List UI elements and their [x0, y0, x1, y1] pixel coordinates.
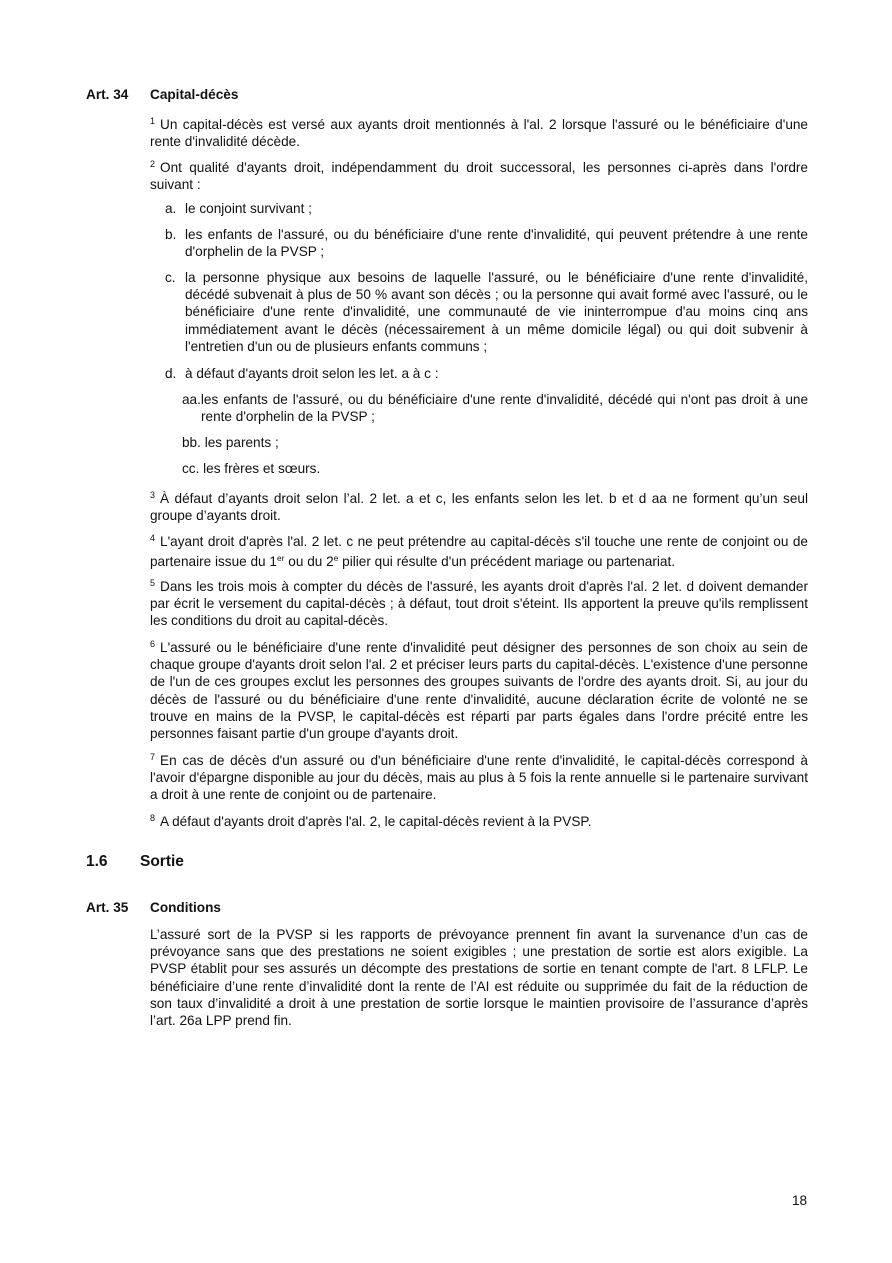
list-item-b [165, 226, 808, 260]
article-34-paragraph-5 [150, 575, 808, 630]
section-number: 1.6 [86, 853, 108, 870]
sub-label: bb. [182, 435, 201, 450]
list-label: b. [165, 227, 177, 242]
article-34-number: Art. 34 [86, 87, 129, 102]
sub-label: aa. [182, 392, 201, 407]
article-34-paragraph-4 [150, 530, 808, 570]
paragraph-text: L'ayant droit d'après l'al. 2 let. c ne peut prétendre au capital-décès s'il touche une rente de conjoint ou de partenaire issue du 1 [150, 534, 808, 570]
paragraph-number: 4 [150, 533, 156, 543]
section-title: Sortie [140, 853, 184, 870]
sub-item-aa [182, 391, 808, 425]
paragraph-number: 2 [150, 159, 156, 169]
sub-item-cc [182, 460, 808, 477]
article-35-text: L’assuré sort de la PVSP si les rapports de prévoyance prennent fin avant la survenance d’un cas de prévoyance sans que des prestations ne soient exigibles ; une prestation de sortie est alors exigible. La PVSP établit pour ses assurés un décompte des prestations de sortie en tenant compte de l'art. 8 LFLP. Le bénéficiaire d’une rente d’invalidité dont la rente de l’AI est réduite ou supprimée du fait de la réduction de son taux d’invalidité a droit à une prestation de sortie lorsque le maintien provisoire de l’assurance d’après l’art. 26a LPP prend fin. [150, 927, 808, 1029]
article-35-number: Art. 35 [86, 900, 129, 915]
article-35-title: Conditions [150, 900, 221, 915]
paragraph-text: À défaut d’ayants droit selon l’al. 2 let. a et c, les enfants selon les let. b et d aa ne forment qu’un seul groupe d’ayants droit. [150, 491, 808, 524]
paragraph-text: ou du 2 [284, 554, 334, 570]
sub-text: les parents ; [204, 435, 279, 450]
article-34-title: Capital-décès [150, 87, 239, 102]
article-34-paragraph-8 [150, 810, 808, 830]
list-item-d [165, 365, 808, 382]
superscript: e [333, 553, 339, 564]
article-34-paragraph-6 [150, 636, 808, 742]
list-label: d. [165, 366, 177, 381]
article-34-paragraph-1 [150, 113, 808, 150]
list-text: le conjoint survivant ; [185, 201, 312, 216]
list-text: à défaut d'ayants droit selon les let. a à c : [185, 366, 439, 381]
list-text: les enfants de l'assuré, ou du bénéficiaire d'une rente d'invalidité, qui peuvent prétendre à une rente d'orphelin de la PVSP ; [185, 227, 808, 260]
paragraph-number: 3 [150, 490, 156, 500]
paragraph-text: L'assuré ou le bénéficiaire d'une rente d'invalidité peut désigner des personnes de son choix au sein de chaque groupe d'ayants droit selon l'al. 2 et préciser leurs parts du capital-décès. L'existence d'une personne de l'un de ces groupes exclut les personnes des groupes suivants de l'ordre des ayants droit. Si, au jour du décès de l'assuré ou du bénéficiaire d'une rente d'invalidité, aucune déclaration écrite de volonté ne se trouve en mains de la PVSP, le capital-décès est réparti par parts égales dans l'ordre précité entre les personnes faisant partie d'un groupe d'ayants droit. [150, 640, 808, 742]
list-item-a [165, 200, 808, 217]
sub-item-bb [182, 434, 808, 451]
paragraph-text: pilier qui résulte d'un précédent mariage ou partenariat. [338, 554, 676, 570]
sub-text: les frères et sœurs. [203, 461, 321, 476]
paragraph-text: Un capital-décès est versé aux ayants droit mentionnés à l'al. 2 lorsque l'assuré ou le bénéficiaire d'une rente d'invalidité décède. [150, 117, 808, 150]
sub-text: les enfants de l'assuré, ou du bénéficiaire d'une rente d'invalidité, décédé qui n'ont pas droit à une rente d'orphelin de la PVSP ; [200, 392, 808, 425]
list-label: c. [165, 270, 176, 285]
sub-label: cc. [182, 461, 200, 476]
paragraph-text: En cas de décès d'un assuré ou d'un bénéficiaire d'une rente d'invalidité, le capital-décès correspond à l'avoir d'épargne disponible au jour du décès, mais au plus à 5 fois la rente annuelle si le partenaire survivant a droit à une rente de conjoint ou de partenaire. [150, 753, 808, 803]
paragraph-number: 1 [150, 116, 156, 126]
paragraph-number: 6 [150, 639, 156, 649]
article-34-paragraph-3 [150, 487, 808, 524]
list-item-c [165, 269, 808, 355]
paragraph-text: Dans les trois mois à compter du décès de l'assuré, les ayants droit d'après l'al. 2 let. d doivent demander par écrit le versement du capital-décès ; à défaut, tout droit s'éteint. Ils apportent la preuve qu'ils remplissent les conditions du droit au capital-décès. [150, 579, 808, 629]
superscript: er [276, 553, 285, 564]
paragraph-number: 7 [150, 752, 156, 762]
article-34-paragraph-2 [150, 156, 808, 193]
list-label: a. [165, 201, 177, 216]
list-text: la personne physique aux besoins de laquelle l'assuré, ou le bénéficiaire d'une rente d'invalidité, décédé subvenait à plus de 50 % avant son décès ; ou la personne qui avait formé avec l'assuré, ou le bénéficiaire d'une rente d'invalidité, une communauté de vie ininterrompue d'au moins cinq ans immédiatement avant le décès (nécessairement à un même domicile légal) ou qui doit subvenir à l'entretien d'un ou de plusieurs enfants communs ; [185, 270, 808, 354]
paragraph-text: A défaut d'ayants droit d'après l'al. 2, le capital-décès revient à la PVSP. [160, 814, 592, 829]
article-34-paragraph-7 [150, 749, 808, 804]
paragraph-text: Ont qualité d'ayants droit, indépendamment du droit successoral, les personnes ci-après dans l'ordre suivant : [150, 160, 808, 193]
paragraph-number: 8 [150, 813, 156, 823]
page-number: 18 [792, 1193, 808, 1208]
paragraph-number: 5 [150, 578, 156, 588]
